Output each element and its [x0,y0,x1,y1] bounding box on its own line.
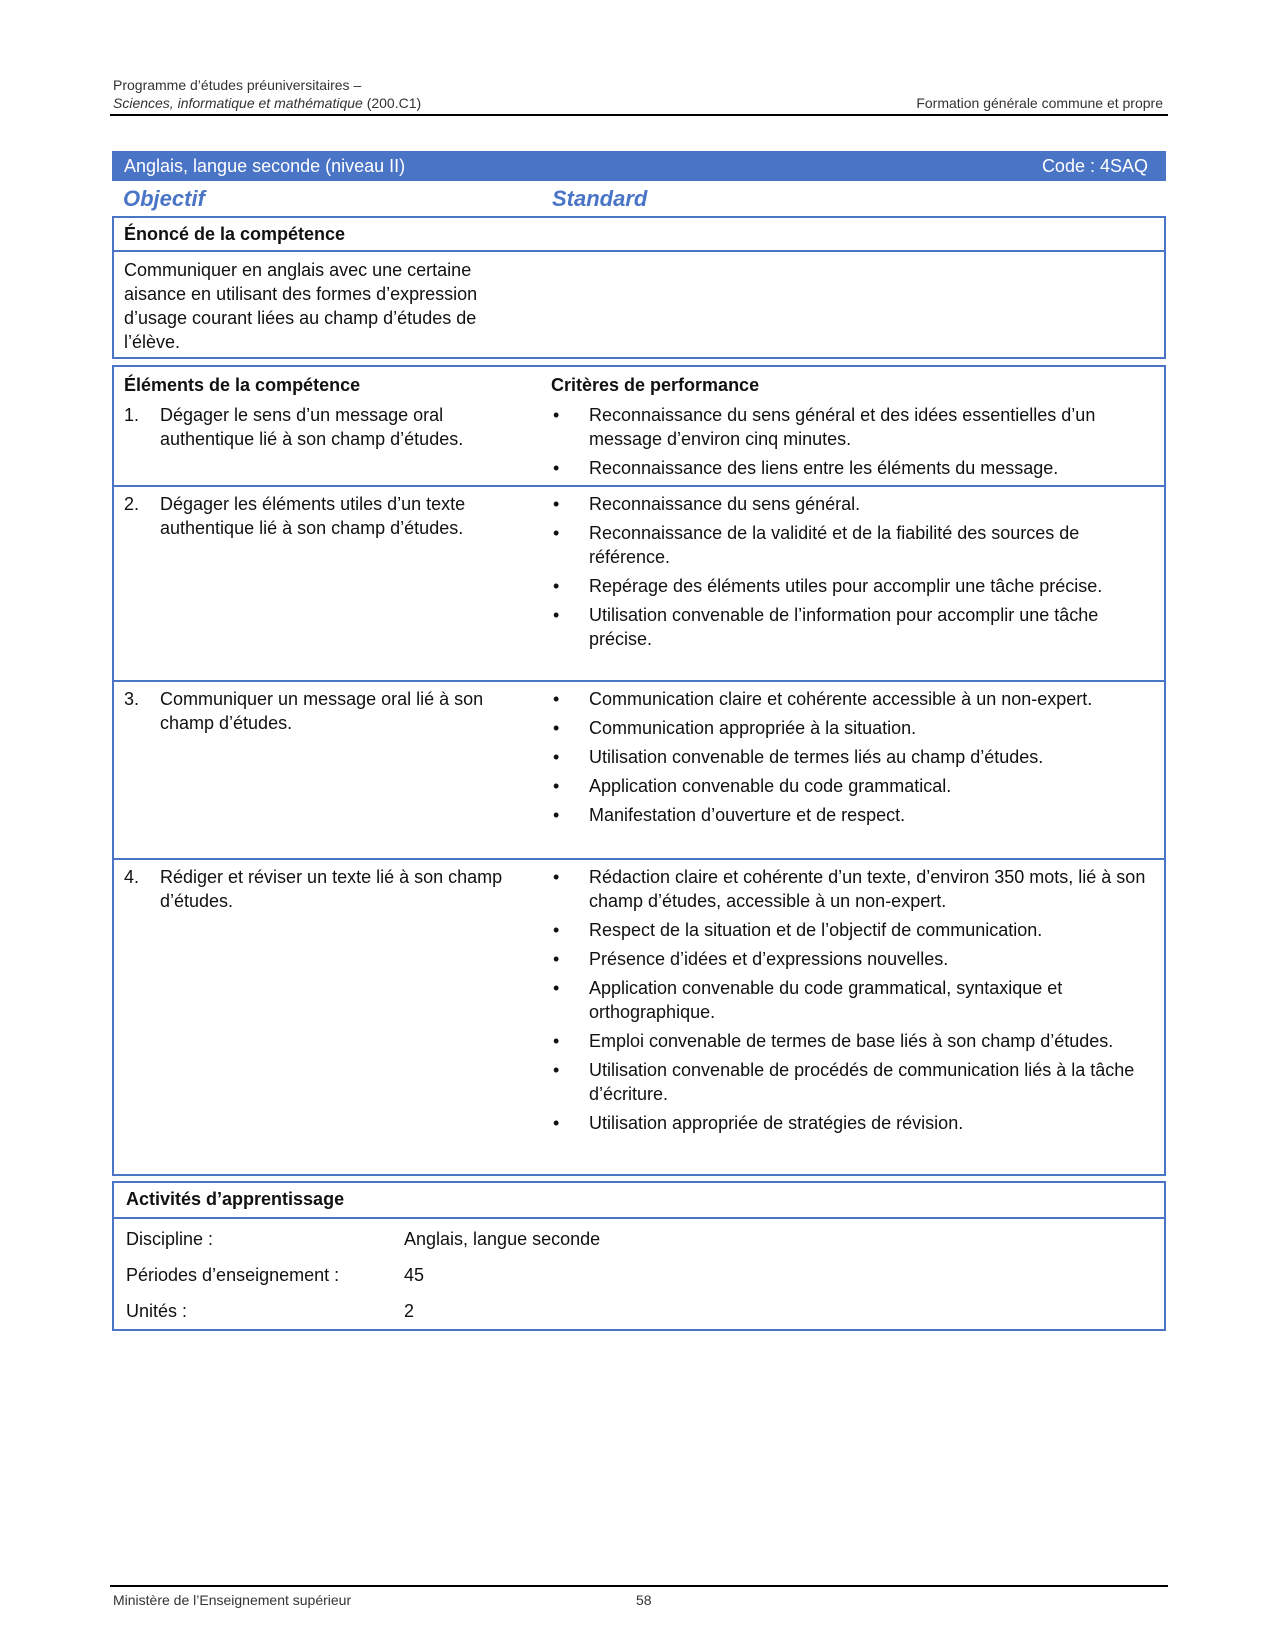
bullet-icon: • [553,494,560,514]
activites-heading: Activités d’apprentissage [126,1189,345,1209]
footer-rule [110,1585,1168,1587]
criteres-heading: Critères de performance [551,375,760,395]
header-program-code: (200.C1) [362,95,422,111]
bullet-icon: • [553,523,560,543]
header-program-name [113,95,1163,111]
list-item [551,865,1161,913]
bullet-icon: • [553,747,560,767]
criterion-text: Rédaction claire et cohérente d’un texte, d’environ 350 mots, lié à son champ d’études, accessible à un non-expert. [589,867,1146,911]
bullet-icon: • [553,605,560,625]
criterion-text: Utilisation convenable de termes liés au champ d’études. [589,747,1044,767]
header-right-text: Formation générale commune et propre [916,95,1163,111]
list-item [551,1029,1161,1053]
list-item [551,1058,1161,1106]
list-item [551,492,1161,516]
discipline-label: Discipline : [126,1229,214,1249]
elements-table [112,365,1166,1176]
table-row [114,865,1164,1165]
criterion-text: Repérage des éléments utiles pour accomplir une tâche précise. [589,576,1103,596]
list-item [551,976,1161,1024]
enonce-divider [114,250,1164,252]
page-number: 58 [636,1592,652,1608]
criterion-text: Respect de la situation et de l’objectif de communication. [589,920,1043,940]
bullet-icon: • [553,776,560,796]
heading-standard: Standard [552,186,648,211]
criterion-text: Application convenable du code grammatical. [589,776,952,796]
criterion-text: Manifestation d’ouverture et de respect. [589,805,906,825]
list-item [551,403,1161,451]
list-item [551,574,1161,598]
list-item [551,774,1161,798]
criterion-text: Reconnaissance du sens général et des idées essentielles d’un message d’environ cinq minutes. [589,405,1096,449]
activites-divider [114,1217,1164,1219]
header-program-line: Programme d’études préuniversitaires – [113,77,362,93]
element-number: 3. [124,689,140,709]
bullet-icon: • [553,405,560,425]
bullet-icon: • [553,867,560,887]
criterion-text: Emploi convenable de termes de base liés à son champ d’études. [589,1031,1114,1051]
header-rule [110,114,1168,116]
bullet-icon: • [553,1031,560,1051]
row-divider [114,485,1164,487]
discipline-value: Anglais, langue seconde [404,1229,601,1249]
bullet-icon: • [553,576,560,596]
periodes-value: 45 [404,1265,425,1285]
criterion-text: Communication claire et cohérente accessible à un non-expert. [589,689,1093,709]
unites-label: Unités : [126,1301,188,1321]
element-text: Dégager le sens d’un message oral authentique lié à son champ d’études. [160,405,464,449]
criterion-text: Reconnaissance de la validité et de la fiabilité des sources de référence. [589,523,1080,567]
list-item [551,716,1161,740]
activites-box [112,1181,1166,1331]
row-divider [114,858,1164,860]
list-item [551,456,1161,480]
header-program-italic: Sciences, informatique et mathématique [113,95,363,111]
bullet-icon: • [553,458,560,478]
bullet-icon: • [553,978,560,998]
list-item [551,745,1161,769]
element-number: 4. [124,867,140,887]
course-code: Code : 4SAQ [1041,156,1148,176]
enonce-heading: Énoncé de la compétence [124,224,346,244]
criteria-list [551,492,1161,656]
table-row [114,687,1164,857]
course-title: Anglais, langue seconde (niveau II) [124,156,406,176]
criterion-text: Utilisation convenable de procédés de communication liés à la tâche d’écriture. [589,1060,1135,1104]
table-row [114,403,1164,485]
criteria-list [551,865,1161,1140]
list-item [551,1111,1161,1135]
criterion-text: Utilisation appropriée de stratégies de révision. [589,1113,964,1133]
criterion-text: Utilisation convenable de l’information pour accomplir une tâche précise. [589,605,1099,649]
bullet-icon: • [553,949,560,969]
enonce-text: Communiquer en anglais avec une certaine aisance en utilisant des formes d’expression d’usage courant liées au champ d’études de l’élève. [124,260,478,352]
criterion-text: Communication appropriée à la situation. [589,718,917,738]
list-item [551,521,1161,569]
course-title-bar [112,151,1166,181]
enonce-box [112,216,1166,359]
criterion-text: Reconnaissance des liens entre les éléments du message. [589,458,1059,478]
list-item [551,803,1161,827]
row-divider [114,680,1164,682]
table-row [114,492,1164,677]
list-item [551,918,1161,942]
criterion-text: Application convenable du code grammatical, syntaxique et orthographique. [589,978,1063,1022]
bullet-icon: • [553,1060,560,1080]
criteria-list [551,687,1161,832]
periodes-label: Périodes d’enseignement : [126,1265,340,1285]
bullet-icon: • [553,689,560,709]
heading-objectif: Objectif [123,186,205,211]
criterion-text: Présence d’idées et d’expressions nouvelles. [589,949,949,969]
bullet-icon: • [553,805,560,825]
list-item [551,687,1161,711]
bullet-icon: • [553,718,560,738]
element-text: Communiquer un message oral lié à son champ d’études. [160,689,484,733]
footer-ministry: Ministère de l’Enseignement supérieur [113,1592,352,1608]
unites-value: 2 [404,1301,415,1321]
bullet-icon: • [553,1113,560,1133]
criterion-text: Reconnaissance du sens général. [589,494,861,514]
element-text: Dégager les éléments utiles d’un texte authentique lié à son champ d’études. [160,494,466,538]
element-number: 2. [124,494,140,514]
elements-heading: Éléments de la compétence [124,375,361,395]
element-text: Rédiger et réviser un texte lié à son champ d’études. [160,867,503,911]
list-item [551,603,1161,651]
bullet-icon: • [553,920,560,940]
element-number: 1. [124,405,140,425]
criteria-list [551,403,1161,485]
list-item [551,947,1161,971]
